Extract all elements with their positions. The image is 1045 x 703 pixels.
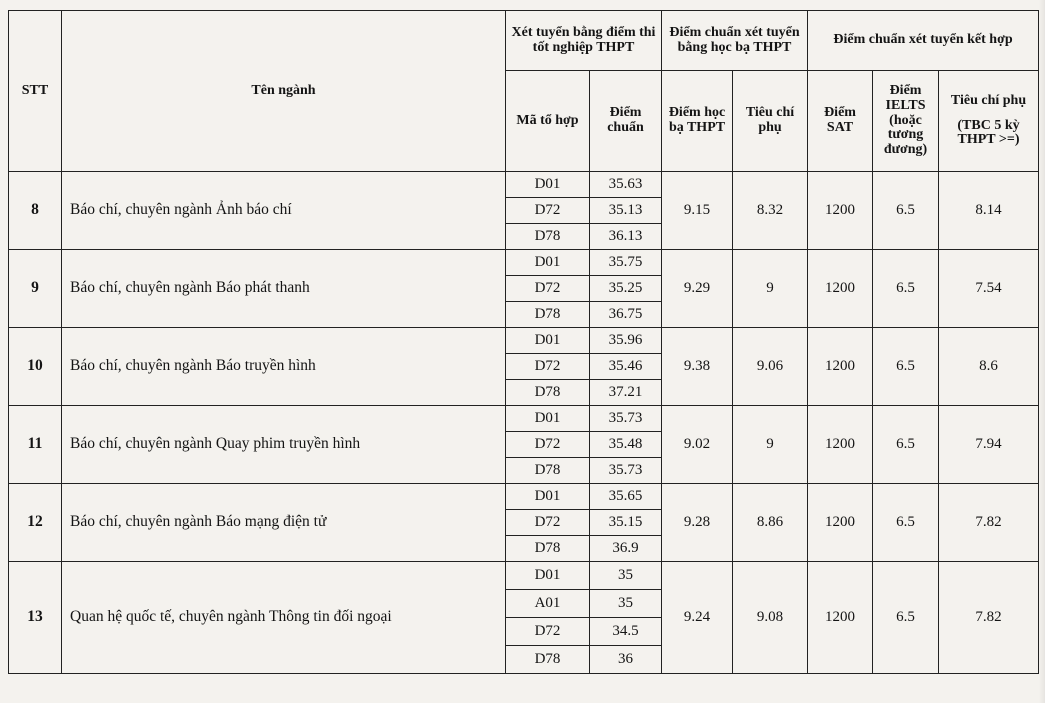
row-diem-ielts: 6.5 (873, 250, 939, 328)
combo-score: 35 (590, 562, 662, 590)
header-tieu-chi-phu: Tiêu chí phụ (733, 71, 808, 172)
row-ten-nganh: Báo chí, chuyên ngành Báo truyền hình (62, 328, 506, 406)
row-diem-sat: 1200 (808, 406, 873, 484)
header-tieu-chi-phu-ket-hop-note: (TBC 5 kỳ THPT >=) (957, 117, 1020, 148)
row-diem-sat: 1200 (808, 562, 873, 674)
combo-score: 35.48 (590, 432, 662, 458)
table-row (9, 328, 1039, 354)
combo-score: 37.21 (590, 380, 662, 406)
row-diem-sat: 1200 (808, 328, 873, 406)
header-tieu-chi-phu-ket-hop-label: Tiêu chí phụ (950, 92, 1027, 108)
row-tieu-chi-phu: 8.32 (733, 172, 808, 250)
row-tieu-chi-phu: 8.86 (733, 484, 808, 562)
header-diem-hoc-ba: Điểm học bạ THPT (662, 71, 733, 172)
row-tbc: 7.94 (939, 406, 1039, 484)
row-tieu-chi-phu: 9 (733, 406, 808, 484)
combo-code: D72 (506, 276, 590, 302)
combo-score: 35 (590, 590, 662, 618)
header-ten-nganh: Tên ngành (62, 11, 506, 172)
row-tbc: 7.54 (939, 250, 1039, 328)
row-tieu-chi-phu: 9 (733, 250, 808, 328)
table-row (9, 172, 1039, 198)
combo-score: 34.5 (590, 618, 662, 646)
header-group-hocba: Điểm chuẩn xét tuyển bằng học bạ THPT (662, 11, 808, 71)
table-body (9, 172, 1039, 674)
row-diem-ielts: 6.5 (873, 562, 939, 674)
row-diem-hoc-ba: 9.38 (662, 328, 733, 406)
row-diem-ielts: 6.5 (873, 406, 939, 484)
row-stt: 12 (9, 484, 62, 562)
row-diem-hoc-ba: 9.24 (662, 562, 733, 674)
row-tieu-chi-phu: 9.08 (733, 562, 808, 674)
row-diem-sat: 1200 (808, 250, 873, 328)
combo-code: D78 (506, 458, 590, 484)
header-diem-ielts: Điểm IELTS (hoặc tương đương) (873, 71, 939, 172)
combo-score: 36.13 (590, 224, 662, 250)
combo-code: D72 (506, 432, 590, 458)
scan-edge-shadow (1039, 0, 1045, 703)
row-diem-hoc-ba: 9.28 (662, 484, 733, 562)
combo-code: D78 (506, 646, 590, 674)
row-stt: 10 (9, 328, 62, 406)
combo-code: D72 (506, 354, 590, 380)
combo-score: 35.46 (590, 354, 662, 380)
combo-score: 35.15 (590, 510, 662, 536)
row-tbc: 7.82 (939, 562, 1039, 674)
admission-scores-table (8, 10, 1039, 674)
row-tbc: 8.14 (939, 172, 1039, 250)
row-tbc: 8.6 (939, 328, 1039, 406)
combo-score: 36.75 (590, 302, 662, 328)
row-ten-nganh: Báo chí, chuyên ngành Báo mạng điện tử (62, 484, 506, 562)
combo-code: D72 (506, 510, 590, 536)
header-diem-sat: Điểm SAT (808, 71, 873, 172)
row-diem-sat: 1200 (808, 484, 873, 562)
combo-score: 35.25 (590, 276, 662, 302)
header-group-ket-hop: Điểm chuẩn xét tuyển kết hợp (808, 11, 1039, 71)
table-header (9, 11, 1039, 172)
row-diem-ielts: 6.5 (873, 172, 939, 250)
combo-score: 35.73 (590, 406, 662, 432)
header-group-thpt: Xét tuyển bằng điểm thi tốt nghiệp THPT (506, 11, 662, 71)
combo-score: 35.13 (590, 198, 662, 224)
row-diem-hoc-ba: 9.29 (662, 250, 733, 328)
combo-score: 35.73 (590, 458, 662, 484)
table-row (9, 562, 1039, 590)
row-diem-ielts: 6.5 (873, 484, 939, 562)
row-diem-hoc-ba: 9.02 (662, 406, 733, 484)
combo-score: 35.65 (590, 484, 662, 510)
header-tieu-chi-phu-ket-hop (939, 71, 1039, 172)
combo-code: D01 (506, 562, 590, 590)
combo-code: A01 (506, 590, 590, 618)
combo-code: D01 (506, 484, 590, 510)
header-ma-to-hop: Mã tổ hợp (506, 71, 590, 172)
combo-code: D01 (506, 406, 590, 432)
table-row (9, 406, 1039, 432)
table-row (9, 484, 1039, 510)
row-diem-ielts: 6.5 (873, 328, 939, 406)
combo-code: D72 (506, 198, 590, 224)
row-tieu-chi-phu: 9.06 (733, 328, 808, 406)
row-stt: 11 (9, 406, 62, 484)
row-ten-nganh: Quan hệ quốc tế, chuyên ngành Thông tin đối ngoại (62, 562, 506, 674)
combo-score: 36.9 (590, 536, 662, 562)
row-stt: 13 (9, 562, 62, 674)
combo-code: D72 (506, 618, 590, 646)
table-row (9, 250, 1039, 276)
combo-code: D78 (506, 380, 590, 406)
combo-code: D01 (506, 250, 590, 276)
row-tbc: 7.82 (939, 484, 1039, 562)
combo-code: D78 (506, 224, 590, 250)
combo-score: 35.96 (590, 328, 662, 354)
row-ten-nganh: Báo chí, chuyên ngành Báo phát thanh (62, 250, 506, 328)
row-stt: 8 (9, 172, 62, 250)
row-ten-nganh: Báo chí, chuyên ngành Quay phim truyền hình (62, 406, 506, 484)
row-diem-hoc-ba: 9.15 (662, 172, 733, 250)
combo-code: D78 (506, 302, 590, 328)
combo-code: D01 (506, 328, 590, 354)
row-ten-nganh: Báo chí, chuyên ngành Ảnh báo chí (62, 172, 506, 250)
row-stt: 9 (9, 250, 62, 328)
combo-score: 36 (590, 646, 662, 674)
combo-score: 35.75 (590, 250, 662, 276)
combo-code: D78 (506, 536, 590, 562)
row-diem-sat: 1200 (808, 172, 873, 250)
combo-code: D01 (506, 172, 590, 198)
combo-score: 35.63 (590, 172, 662, 198)
header-stt: STT (9, 11, 62, 172)
header-diem-chuan: Điểm chuẩn (590, 71, 662, 172)
